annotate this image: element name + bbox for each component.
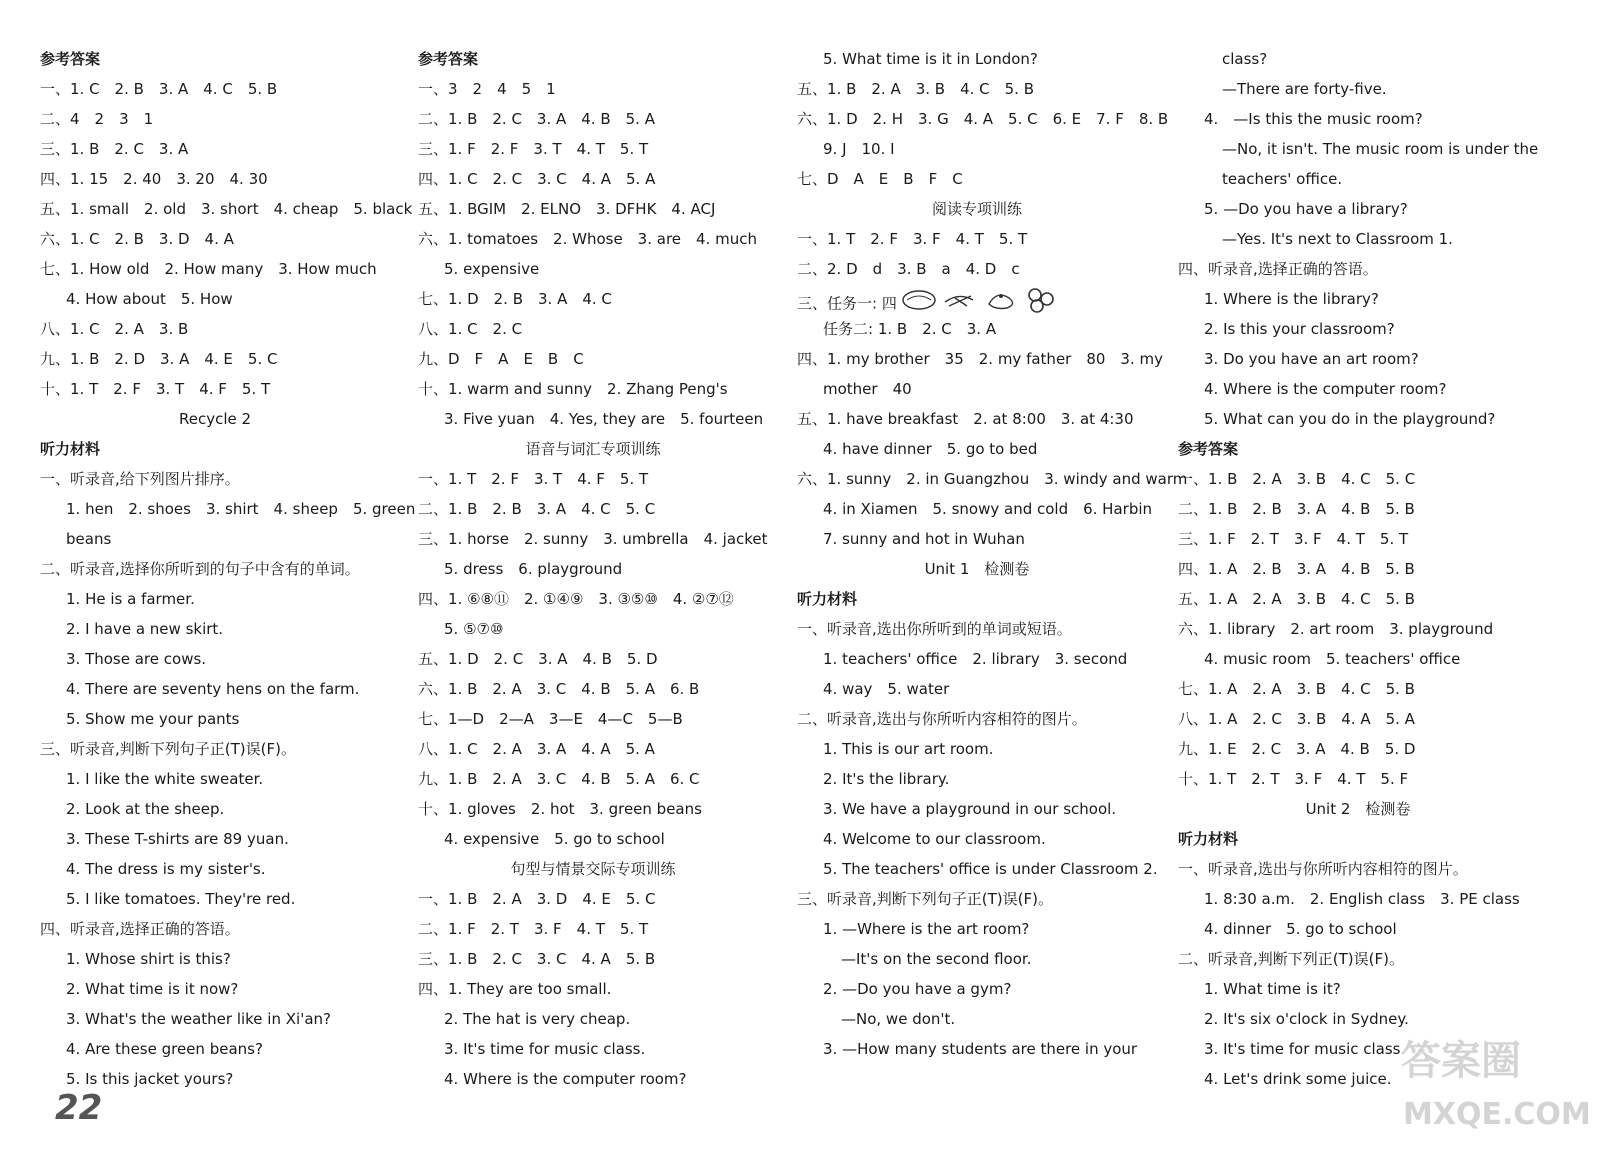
answer-line: Unit 1 检测卷 <box>924 560 1030 578</box>
answer-column-2 <box>418 44 768 1094</box>
answer-line: 1. Where is the library? <box>1204 290 1379 308</box>
answer-line: 二、2. D d 3. B a 4. D c <box>797 260 1020 278</box>
answer-line: 1. He is a farmer. <box>66 590 195 608</box>
answer-line: 十、1. T 2. T 3. F 4. T 5. F <box>1178 770 1409 788</box>
answer-line: 六、1. D 2. H 3. G 4. A 5. C 6. E 7. F 8. B <box>797 110 1169 128</box>
answer-line <box>797 284 1157 314</box>
answer-line: 句型与情景交际专项训练 <box>510 860 676 878</box>
answer-line: 3. We have a playground in our school. <box>823 800 1117 818</box>
answer-line: 二、听录音,选出与你所听内容相符的图片。 <box>797 710 1087 728</box>
answer-line: 九、D F A E B C <box>418 350 584 368</box>
answer-line: 4. in Xiamen 5. snowy and cold 6. Harbin <box>823 500 1153 518</box>
answer-line: 七、D A E B F C <box>797 170 963 188</box>
answer-line: 1. hen 2. shoes 3. shirt 4. sheep 5. green <box>66 500 416 518</box>
answer-line: 七、1. How old 2. How many 3. How much <box>40 260 377 278</box>
page-number: 22 <box>55 1088 103 1128</box>
answer-line: 3. Do you have an art room? <box>1204 350 1419 368</box>
answer-line: 三、1. F 2. F 3. T 4. T 5. T <box>418 140 649 158</box>
answer-line: 听力材料 <box>1178 830 1239 848</box>
answer-line: 二、1. B 2. B 3. A 4. C 5. C <box>418 500 656 518</box>
answer-line: 2. Look at the sheep. <box>66 800 225 818</box>
answer-line: 三、听录音,判断下列句子正(T)误(F)。 <box>797 890 1053 908</box>
answer-column-3 <box>797 44 1188 1064</box>
answer-line: 参考答案 <box>40 50 101 68</box>
answer-line: —No, we don't. <box>841 1010 956 1028</box>
answer-line: 六、1. C 2. B 3. D 4. A <box>40 230 234 248</box>
answer-line: 5. I like tomatoes. They're red. <box>66 890 296 908</box>
answer-line: 4. Are these green beans? <box>66 1040 263 1058</box>
answer-line: 4. expensive 5. go to school <box>444 830 665 848</box>
answer-line: 十、1. T 2. F 3. T 4. F 5. T <box>40 380 271 398</box>
answer-line: 3. —How many students are there in your <box>823 1040 1138 1058</box>
answer-line: 4. music room 5. teachers' office <box>1204 650 1461 668</box>
answer-line: 5. dress 6. playground <box>444 560 623 578</box>
answer-line: 7. sunny and hot in Wuhan <box>823 530 1025 548</box>
answer-line: 9. J 10. I <box>823 140 895 158</box>
answer-line: 4. Where is the computer room? <box>1204 380 1447 398</box>
answer-line: 5. What can you do in the playground? <box>1204 410 1496 428</box>
answer-line: 七、1—D 2—A 3—E 4—C 5—B <box>418 710 683 728</box>
answer-line: 1. Whose shirt is this? <box>66 950 231 968</box>
answer-line: 5. The teachers' office is under Classroom 2. <box>823 860 1158 878</box>
answer-line: class? <box>1222 50 1268 68</box>
answer-line: 一、听录音,给下列图片排序。 <box>40 470 240 488</box>
answer-line: 三、听录音,判断下列句子正(T)误(F)。 <box>40 740 296 758</box>
answer-line: 4. The dress is my sister's. <box>66 860 266 878</box>
answer-line: 1. This is our art room. <box>823 740 994 758</box>
answer-line: 二、1. B 2. B 3. A 4. B 5. B <box>1178 500 1415 518</box>
answer-column-1 <box>40 44 416 1094</box>
answer-line: 3. What's the weather like in Xi'an? <box>66 1010 331 1028</box>
answer-line: 2. What time is it now? <box>66 980 239 998</box>
answer-line: 十、1. warm and sunny 2. Zhang Peng's <box>418 380 728 398</box>
answer-line: 2. The hat is very cheap. <box>444 1010 631 1028</box>
answer-line: 2. It's six o'clock in Sydney. <box>1204 1010 1409 1028</box>
answer-line: 五、1. small 2. old 3. short 4. cheap 5. black <box>40 200 413 218</box>
answer-line: 五、1. BGIM 2. ELNO 3. DFHK 4. ACJ <box>418 200 716 218</box>
answer-line: 4. way 5. water <box>823 680 950 698</box>
watermark-bottom-text: MXQE.COM <box>1403 1097 1591 1132</box>
answer-line: 二、听录音,判断下列正(T)误(F)。 <box>1178 950 1404 968</box>
answer-line: 八、1. C 2. A 3. A 4. A 5. A <box>418 740 655 758</box>
answer-line: 六、1. B 2. A 3. C 4. B 5. A 6. B <box>418 680 700 698</box>
answer-line: Recycle 2 <box>178 410 252 428</box>
answer-line: 4. have dinner 5. go to bed <box>823 440 1038 458</box>
answer-line: 4. Welcome to our classroom. <box>823 830 1046 848</box>
watermark-logo <box>1395 1020 1591 1140</box>
answer-line: 4. How about 5. How <box>66 290 233 308</box>
task-label: 三、任务一: 四 <box>797 294 897 313</box>
answer-line: 一、1. C 2. B 3. A 4. C 5. B <box>40 80 278 98</box>
answer-line: 2. Is this your classroom? <box>1204 320 1395 338</box>
answer-line: 4. —Is this the music room? <box>1204 110 1423 128</box>
answer-line: 四、听录音,选择正确的答语。 <box>40 920 240 938</box>
answer-line: 4. Where is the computer room? <box>444 1070 687 1088</box>
answer-line: 四、1. A 2. B 3. A 4. B 5. B <box>1178 560 1415 578</box>
answer-line: 九、1. B 2. D 3. A 4. E 5. C <box>40 350 278 368</box>
watermark-top-text: 答案圈 <box>1401 1038 1521 1084</box>
answer-line: 听力材料 <box>40 440 101 458</box>
answer-line: 八、1. C 2. A 3. B <box>40 320 189 338</box>
answer-line: 1. 8:30 a.m. 2. English class 3. PE class <box>1204 890 1520 908</box>
answer-line: —It's on the second floor. <box>841 950 1032 968</box>
answer-line: 1. I like the white sweater. <box>66 770 264 788</box>
answer-line: 四、1. ⑥⑧⑪ 2. ①④⑨ 3. ③⑤⑩ 4. ②⑦⑫ <box>418 590 734 608</box>
answer-line: 一、3 2 4 5 1 <box>418 80 556 98</box>
answer-line: 5. —Do you have a library? <box>1204 200 1408 218</box>
answer-line: 五、1. have breakfast 2. at 8:00 3. at 4:30 <box>797 410 1134 428</box>
answer-line: —Yes. It's next to Classroom 1. <box>1222 230 1453 248</box>
answer-line: 3. It's time for music class. <box>1204 1040 1406 1058</box>
answer-line: 二、4 2 3 1 <box>40 110 154 128</box>
answer-line: 5. Is this jacket yours? <box>66 1070 234 1088</box>
answer-line: Unit 2 检测卷 <box>1305 800 1411 818</box>
answer-line: 3. Five yuan 4. Yes, they are 5. fourteen <box>444 410 764 428</box>
answer-line: 三、1. horse 2. sunny 3. umbrella 4. jacket <box>418 530 768 548</box>
answer-line: 5. expensive <box>444 260 540 278</box>
answer-line: 六、1. tomatoes 2. Whose 3. are 4. much <box>418 230 757 248</box>
answer-line: 四、1. 15 2. 40 3. 20 4. 30 <box>40 170 268 188</box>
answer-line: 5. Show me your pants <box>66 710 240 728</box>
answer-line: 2. —Do you have a gym? <box>823 980 1012 998</box>
answer-line: 九、1. B 2. A 3. C 4. B 5. A 6. C <box>418 770 700 788</box>
answer-line: mother 40 <box>823 380 912 398</box>
answer-line: 二、1. F 2. T 3. F 4. T 5. T <box>418 920 649 938</box>
answer-line: 5. ⑤⑦⑩ <box>444 620 504 638</box>
answer-line: 八、1. A 2. C 3. B 4. A 5. A <box>1178 710 1415 728</box>
answer-line: 九、1. E 2. C 3. A 4. B 5. D <box>1178 740 1416 758</box>
answer-column-4 <box>1178 44 1538 1094</box>
answer-line: 四、听录音,选择正确的答语。 <box>1178 260 1378 278</box>
answer-line: 一、1. B 2. A 3. D 4. E 5. C <box>418 890 656 908</box>
answer-line: 2. I have a new skirt. <box>66 620 224 638</box>
answer-line: 听力材料 <box>797 590 858 608</box>
answer-line: 一、听录音,选出你所听到的单词或短语。 <box>797 620 1072 638</box>
answer-line: 七、1. D 2. B 3. A 4. C <box>418 290 612 308</box>
answer-line: 五、1. B 2. A 3. B 4. C 5. B <box>797 80 1035 98</box>
answer-line: 2. It's the library. <box>823 770 950 788</box>
answer-line: 六、1. library 2. art room 3. playground <box>1178 620 1494 638</box>
answer-line: 4. Let's drink some juice. <box>1204 1070 1392 1088</box>
answer-line: 参考答案 <box>1178 440 1239 458</box>
answer-line: teachers' office. <box>1222 170 1343 188</box>
answer-line: —No, it isn't. The music room is under the <box>1222 140 1539 158</box>
answer-line: 三、1. F 2. T 3. F 4. T 5. T <box>1178 530 1409 548</box>
answer-line: 二、听录音,选择你所听到的句子中含有的单词。 <box>40 560 360 578</box>
answer-line: 1. What time is it? <box>1204 980 1341 998</box>
answer-line: 4. dinner 5. go to school <box>1204 920 1397 938</box>
answer-line: 3. It's time for music class. <box>444 1040 646 1058</box>
answer-line: 四、1. C 2. C 3. C 4. A 5. A <box>418 170 656 188</box>
answer-line: 五、1. A 2. A 3. B 4. C 5. B <box>1178 590 1415 608</box>
answer-line: 四、1. my brother 35 2. my father 80 3. my <box>797 350 1163 368</box>
answer-line: 4. There are seventy hens on the farm. <box>66 680 360 698</box>
answer-line: 七、1. A 2. A 3. B 4. C 5. B <box>1178 680 1415 698</box>
answer-line: 语音与词汇专项训练 <box>525 440 661 458</box>
answer-line: 六、1. sunny 2. in Guangzhou 3. windy and warm <box>797 470 1188 488</box>
answer-line: —There are forty-five. <box>1222 80 1387 98</box>
answer-line: 参考答案 <box>418 50 479 68</box>
answer-line: 阅读专项训练 <box>931 200 1022 218</box>
answer-line: 5. What time is it in London? <box>823 50 1038 68</box>
answer-line: 二、1. B 2. C 3. A 4. B 5. A <box>418 110 655 128</box>
answer-line: 3. Those are cows. <box>66 650 207 668</box>
answer-line: 十、1. gloves 2. hot 3. green beans <box>418 800 702 818</box>
answer-line: 五、1. D 2. C 3. A 4. B 5. D <box>418 650 658 668</box>
answer-line: 1. teachers' office 2. library 3. second <box>823 650 1128 668</box>
answer-line: 三、1. B 2. C 3. C 4. A 5. B <box>418 950 656 968</box>
answer-line: 一、1. T 2. F 3. T 4. F 5. T <box>418 470 649 488</box>
answer-line: beans <box>66 530 112 548</box>
answer-line: 3. These T-shirts are 89 yuan. <box>66 830 289 848</box>
answer-line: 一、1. T 2. F 3. F 4. T 5. T <box>797 230 1028 248</box>
answer-line: 任务二: 1. B 2. C 3. A <box>823 320 997 338</box>
answer-line: 一、1. B 2. A 3. B 4. C 5. C <box>1178 470 1416 488</box>
answer-line: 三、1. B 2. C 3. A <box>40 140 189 158</box>
answer-line: 四、1. They are too small. <box>418 980 612 998</box>
answer-line: 八、1. C 2. C <box>418 320 523 338</box>
answer-line: 1. —Where is the art room? <box>823 920 1030 938</box>
answer-line: 一、听录音,选出与你所听内容相符的图片。 <box>1178 860 1468 878</box>
